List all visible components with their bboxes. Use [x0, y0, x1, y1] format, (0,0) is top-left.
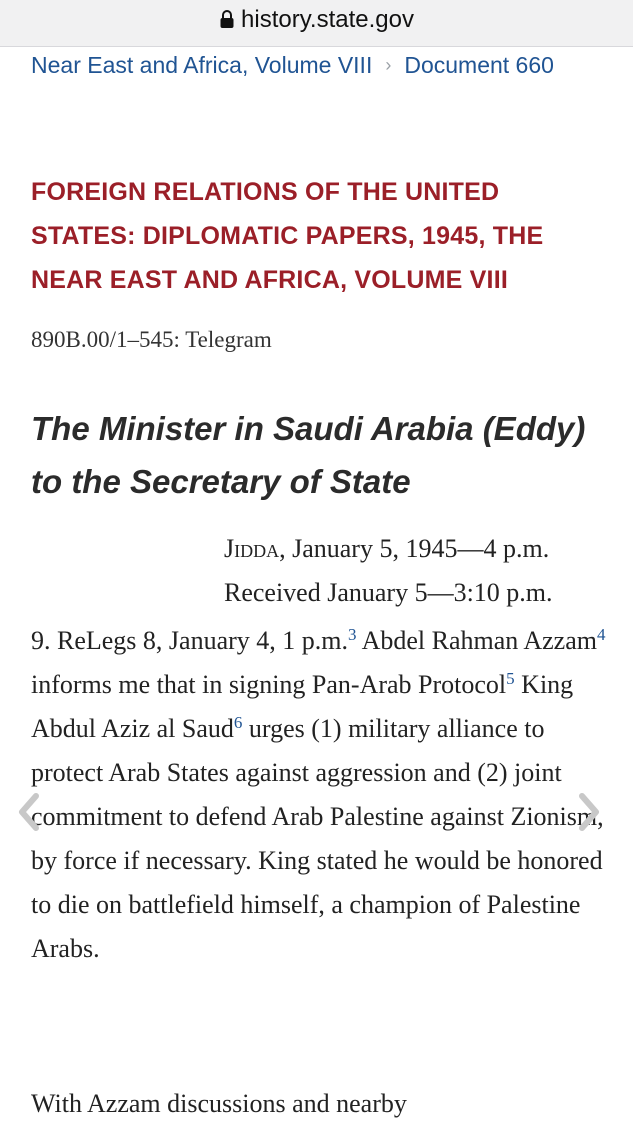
breadcrumb-volume-link[interactable]: Near East and Africa, Volume VIII — [31, 52, 373, 78]
dateline — [224, 527, 624, 615]
footnote-link-4[interactable]: 4 — [596, 625, 606, 644]
footnote-link-6[interactable]: 6 — [233, 713, 243, 732]
chevron-right-icon[interactable] — [574, 790, 604, 834]
next-paragraph-cutoff: With Azzam discussions and nearby — [31, 1089, 407, 1118]
url-text: history.state.gov — [241, 6, 414, 33]
breadcrumb — [31, 52, 554, 79]
dateline-place: Jidda — [224, 534, 280, 563]
browser-address-bar[interactable] — [0, 0, 633, 47]
breadcrumb-separator: › — [385, 55, 392, 75]
file-reference: 890B.00/1–545: Telegram — [31, 327, 272, 352]
volume-title: FOREIGN RELATIONS OF THE UNITED STATES: DIPLOMATIC PAPERS, 1945, THE NEAR EAST AND AFRICA, VOLUME VIII — [31, 178, 544, 294]
dateline-sent-date: , January 5, 1945—4 p.m. — [279, 534, 550, 563]
dateline-sent — [224, 527, 624, 571]
document-body-paragraph — [31, 619, 616, 971]
footnote-link-5[interactable]: 5 — [506, 669, 515, 688]
body-text-2: Abdel Rahman Azzam — [356, 626, 597, 655]
body-text-3: informs me that in signing Pan-Arab Protocol — [31, 670, 507, 699]
body-text-4: King Abdul Aziz al Saud — [31, 670, 574, 743]
url-display[interactable] — [0, 6, 633, 34]
lock-icon — [219, 9, 235, 29]
document-title: The Minister in Saudi Arabia (Eddy) to the Secretary of State — [31, 410, 586, 500]
footnote-link-3[interactable]: 3 — [348, 625, 357, 644]
chevron-left-icon[interactable] — [14, 790, 44, 834]
body-text-1: 9. ReLegs 8, January 4, 1 p.m. — [31, 626, 349, 655]
body-text-5: urges (1) military alliance to protect Arab States against aggression and (2) joint commitment to defend Arab Palestine against Zionism, by force if necessary. King stated he would be honored to die on battlefield himself, a champion of Palestine Arabs. — [31, 714, 604, 963]
dateline-received: Received January 5—3:10 p.m. — [224, 578, 553, 607]
breadcrumb-document-link[interactable]: Document 660 — [404, 52, 554, 78]
